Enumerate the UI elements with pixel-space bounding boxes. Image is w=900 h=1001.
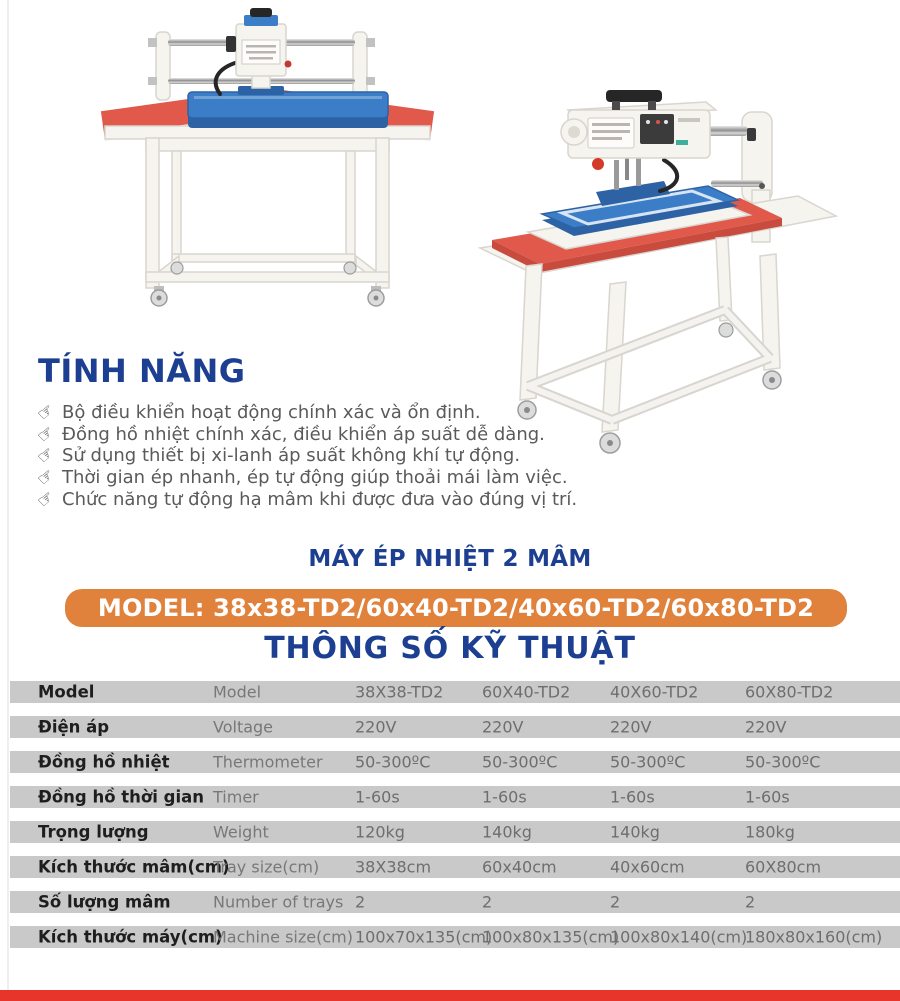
- feature-item: [33, 442, 596, 470]
- spec-label-vi: Model: [38, 682, 95, 702]
- feature-text: Đồng hồ nhiệt chính xác, điều khiển áp suất dễ dàng.: [62, 423, 545, 445]
- spec-value: 140kg: [610, 822, 660, 842]
- pointing-hand-icon: ☞: [33, 442, 59, 470]
- table-row: [10, 926, 900, 948]
- spec-value: 120kg: [355, 822, 405, 842]
- pointing-hand-icon: ☞: [33, 464, 59, 491]
- spec-label-vi: Đồng hồ nhiệt: [38, 752, 170, 772]
- spec-label-en: Weight: [213, 822, 269, 842]
- table-row: [10, 856, 900, 878]
- spec-value: 38X38-TD2: [355, 682, 444, 702]
- bottom-red-bar: [0, 990, 900, 1001]
- spec-label-en: Tray size(cm): [213, 857, 320, 877]
- feature-text: Thời gian ép nhanh, ép tự động giúp thoải mái làm việc.: [62, 467, 568, 489]
- spec-value: 60X80-TD2: [745, 682, 834, 702]
- specs-table: [10, 681, 900, 961]
- feature-text: Sử dụng thiết bị xi-lanh áp suất không khí tự động.: [62, 445, 521, 467]
- spec-label-vi: Trọng lượng: [38, 822, 149, 842]
- table-row: [10, 786, 900, 808]
- spec-value: 2: [745, 892, 756, 912]
- spec-label-vi: Điện áp: [38, 717, 110, 737]
- features-list: [33, 399, 596, 513]
- spec-value: 50-300ºC: [355, 752, 431, 772]
- spec-value: 60x40cm: [482, 857, 557, 877]
- model-banner: [65, 589, 847, 627]
- model-banner-text: MODEL: 38x38-TD2/60x40-TD2/40x60-TD2/60x80-TD2: [97, 594, 815, 622]
- caster-wheel: [151, 262, 384, 306]
- spec-value: 50-300ºC: [482, 752, 558, 772]
- spec-value: 50-300ºC: [745, 752, 821, 772]
- spec-label-en: Thermometer: [213, 752, 323, 772]
- table-row: [10, 681, 900, 703]
- spec-value: 220V: [482, 717, 524, 737]
- spec-value: 60X40-TD2: [482, 682, 571, 702]
- spec-label-vi: Kích thước máy(cm): [38, 927, 223, 947]
- spec-label-vi: Số lượng mâm: [38, 892, 171, 912]
- product-name: MÁY ÉP NHIỆT 2 MÂM: [308, 546, 592, 572]
- feature-text: Bộ điều khiển hoạt động chính xác và ổn định.: [62, 402, 481, 424]
- pointing-hand-icon: ☞: [33, 421, 59, 448]
- spec-label-en: Model: [213, 682, 262, 702]
- spec-label-vi: Đồng hồ thời gian: [38, 787, 205, 807]
- table-row: [10, 716, 900, 738]
- spec-value: 2: [610, 892, 621, 912]
- spec-value: 220V: [745, 717, 787, 737]
- spec-value: 1-60s: [355, 787, 400, 807]
- heat-press-front-photo: [60, 2, 475, 314]
- spec-label-en: Machine size(cm): [213, 927, 353, 947]
- spec-value: 40x60cm: [610, 857, 685, 877]
- spec-label-en: Number of trays: [213, 892, 344, 912]
- feature-item: [33, 399, 596, 427]
- table-row: [10, 891, 900, 913]
- spec-value: 40X60-TD2: [610, 682, 699, 702]
- spec-label-en: Timer: [213, 787, 259, 807]
- spec-value: 1-60s: [610, 787, 655, 807]
- feature-item: [33, 464, 596, 491]
- spec-value: 220V: [610, 717, 652, 737]
- spec-value: 1-60s: [745, 787, 790, 807]
- spec-label-vi: Kích thước mâm(cm): [38, 857, 230, 877]
- table-row: [10, 821, 900, 843]
- feature-item: [33, 421, 596, 448]
- specs-title: THÔNG SỐ KỸ THUẬT: [264, 631, 636, 666]
- feature-text: Chức năng tự động hạ mâm khi được đưa vào đúng vị trí.: [62, 488, 578, 510]
- spec-value: 100x80x140(cm): [610, 927, 748, 947]
- spec-value: 180x80x160(cm): [745, 927, 883, 947]
- spec-value: 38X38cm: [355, 857, 432, 877]
- spec-label-en: Voltage: [213, 717, 274, 737]
- pointing-hand-icon: ☞: [33, 399, 59, 427]
- features-title: TÍNH NĂNG: [38, 352, 246, 390]
- spec-value: 1-60s: [482, 787, 527, 807]
- spec-value: 220V: [355, 717, 397, 737]
- page-edge-line: [7, 0, 9, 1001]
- pointing-hand-icon: ☞: [33, 485, 59, 513]
- spec-value: 60X80cm: [745, 857, 822, 877]
- spec-value: 2: [482, 892, 493, 912]
- features-section: [33, 352, 596, 513]
- spec-value: 50-300ºC: [610, 752, 686, 772]
- spec-value: 140kg: [482, 822, 532, 842]
- spec-value: 100x70x135(cm): [355, 927, 493, 947]
- table-row: [10, 751, 900, 773]
- spec-value: 180kg: [745, 822, 795, 842]
- spec-value: 2: [355, 892, 366, 912]
- spec-value: 100x80x135(cm): [482, 927, 620, 947]
- feature-item: [33, 485, 596, 513]
